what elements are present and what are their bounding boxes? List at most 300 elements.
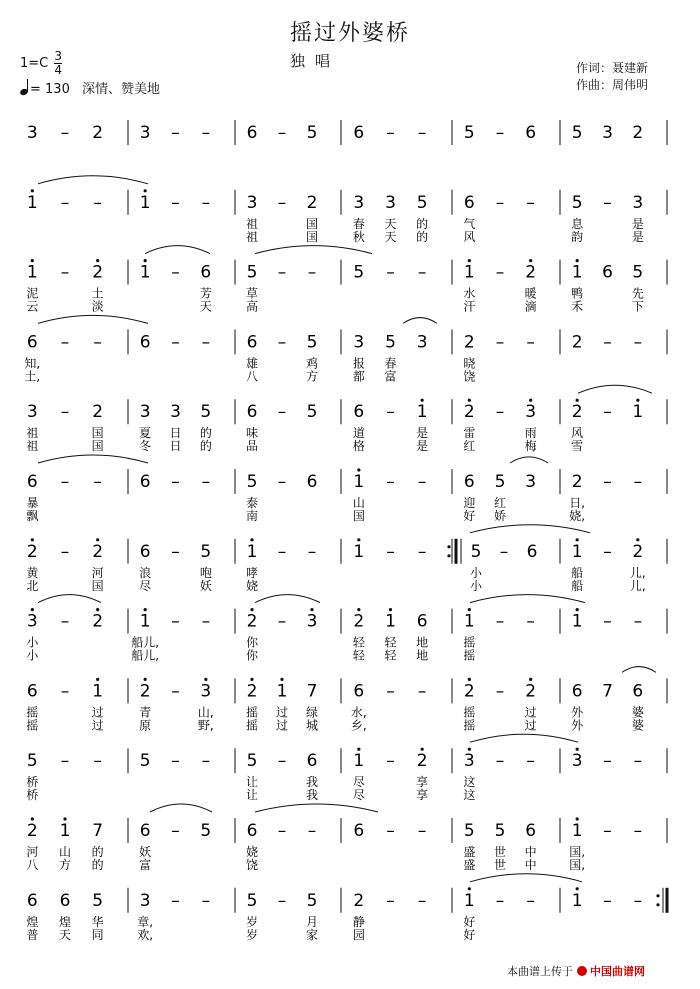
octave-dot — [576, 817, 579, 820]
lyric: 儿, — [629, 578, 646, 593]
dash: – — [277, 611, 287, 632]
lyric: 青 — [139, 705, 152, 720]
note: 6 — [246, 821, 258, 841]
dash: – — [417, 472, 427, 492]
lyric: 祖 — [245, 216, 259, 231]
lyric: 妖 — [139, 845, 152, 859]
note: 1 — [59, 821, 71, 841]
lyric: 富 — [384, 369, 397, 384]
note: 2 — [632, 123, 644, 143]
dash: – — [417, 541, 427, 562]
note: 6 — [139, 472, 151, 492]
octave-dot — [96, 678, 99, 681]
lyric: 船儿, — [131, 635, 160, 650]
note: 6 — [571, 681, 583, 702]
lyric: 红 — [493, 496, 507, 510]
note: 2 — [571, 402, 583, 423]
dash: – — [201, 332, 211, 353]
note: 5 — [463, 123, 475, 143]
octave-dot — [250, 608, 253, 611]
lyric: 雨 — [524, 426, 537, 441]
dash: – — [60, 123, 70, 143]
octave-dot — [96, 259, 99, 262]
note: 5 — [306, 890, 318, 911]
lyric: 煌 — [26, 914, 39, 929]
dash: – — [386, 890, 395, 911]
dash: – — [633, 821, 643, 841]
slur — [38, 176, 148, 184]
dash: – — [277, 123, 287, 143]
lyric: 外 — [571, 705, 584, 720]
note: 3 — [246, 192, 258, 213]
note: 5 — [200, 821, 212, 841]
lyric: 是 — [631, 229, 644, 244]
lyric: 祖 — [26, 426, 39, 441]
lyric: 我 — [305, 788, 319, 803]
note: 7 — [92, 821, 104, 841]
note: 1 — [353, 541, 365, 562]
note: 1 — [571, 821, 583, 841]
lyric: 富 — [139, 858, 152, 872]
dash: – — [495, 751, 505, 772]
dash: – — [526, 890, 535, 911]
note: 3 — [571, 751, 583, 772]
note: 1 — [139, 192, 151, 213]
slur — [255, 246, 372, 254]
lyric: 是 — [416, 439, 429, 454]
lyric: 岁 — [245, 914, 259, 929]
lyric: 北 — [26, 578, 39, 593]
octave-dot — [468, 748, 471, 751]
lyric: 暖 — [524, 286, 537, 301]
lyric: 禾 — [571, 299, 584, 314]
note: 6 — [463, 472, 475, 492]
dash: – — [603, 821, 612, 841]
dash: – — [633, 332, 643, 353]
note: 6 — [526, 541, 538, 562]
lyric: 气 — [463, 216, 476, 231]
lyric: 秋 — [352, 229, 365, 244]
note: 1 — [139, 611, 151, 632]
octave-dot — [468, 678, 471, 681]
lyric: 的 — [416, 216, 429, 231]
lyric: 云 — [26, 299, 39, 314]
dash: – — [307, 262, 317, 283]
repeat-dot — [447, 545, 450, 548]
dash: – — [60, 332, 70, 353]
note: 3 — [139, 890, 151, 911]
lyric: 妖 — [199, 578, 212, 593]
dash: – — [277, 472, 287, 492]
octave-dot — [96, 538, 99, 541]
lyric: 娆 — [245, 578, 259, 593]
dash: – — [495, 262, 505, 283]
note: 2 — [525, 262, 537, 283]
note: 7 — [602, 681, 613, 702]
note: 1 — [92, 681, 104, 702]
lyric: 雄 — [245, 356, 259, 371]
lyric: 品 — [245, 439, 259, 454]
note: 2 — [463, 402, 475, 423]
lyric: 岁 — [245, 927, 259, 942]
note: 6 — [26, 890, 38, 911]
note: 1 — [26, 192, 38, 213]
note: 2 — [92, 262, 104, 283]
lyric: 尽 — [352, 788, 365, 803]
lyric: 摇 — [463, 635, 476, 650]
slur — [470, 874, 582, 882]
repeat-dot — [447, 554, 450, 557]
note: 2 — [353, 611, 365, 632]
lyric: 静 — [352, 914, 365, 929]
lyric: 轻 — [384, 635, 397, 650]
note: 5 — [494, 472, 506, 492]
lyric: 娆 — [245, 845, 259, 859]
lyric: 鸡 — [305, 356, 319, 371]
lyric: 国 — [305, 229, 319, 244]
octave-dot — [576, 887, 579, 890]
note: 1 — [385, 611, 396, 632]
lyric: 摇 — [245, 705, 259, 720]
lyric: 浪 — [139, 565, 152, 580]
octave-dot — [357, 538, 360, 541]
octave-dot — [468, 608, 471, 611]
lyric: 雷 — [463, 426, 476, 441]
lyric: 摇 — [26, 705, 39, 720]
note: 3 — [306, 611, 318, 632]
slur — [150, 804, 212, 812]
dash: – — [171, 332, 180, 353]
dash: – — [60, 262, 70, 283]
lyric: 尽 — [352, 775, 365, 790]
lyric: 地 — [416, 635, 429, 650]
note: 3 — [353, 332, 365, 353]
lyric: 下 — [631, 299, 644, 314]
note: 2 — [139, 681, 151, 702]
dash: – — [386, 472, 395, 492]
lyric: 红 — [463, 439, 476, 454]
dash: – — [386, 751, 395, 772]
lyric: 国 — [305, 216, 319, 231]
note: 6 — [632, 681, 644, 702]
lyric: 园 — [352, 927, 365, 942]
note: 6 — [139, 821, 151, 841]
dash: – — [201, 192, 211, 213]
note: 1 — [246, 541, 258, 562]
note: 5 — [246, 890, 258, 911]
lyric: 摇 — [245, 718, 259, 733]
dash: – — [417, 123, 427, 143]
lyric: 国 — [91, 439, 104, 454]
octave-dot — [357, 748, 360, 751]
lyric: 鸭 — [571, 286, 584, 301]
dash: – — [201, 751, 211, 772]
slur — [38, 315, 148, 323]
note: 3 — [26, 123, 38, 143]
octave-dot — [144, 608, 147, 611]
octave-dot — [144, 189, 147, 192]
note: 5 — [246, 262, 258, 283]
lyric: 天 — [384, 229, 397, 244]
lyric: 汗 — [463, 299, 476, 314]
note: 3 — [416, 332, 428, 353]
slur — [38, 595, 101, 603]
lyric: 小 — [469, 565, 483, 580]
lyric: 芳 — [199, 286, 212, 301]
octave-dot — [357, 468, 360, 471]
note: 6 — [26, 332, 38, 353]
lyric: 煌 — [58, 914, 72, 929]
dash: – — [307, 821, 317, 841]
note: 6 — [353, 681, 365, 702]
dash: – — [603, 402, 612, 423]
lyric: 咆 — [199, 565, 212, 580]
lyric: 飘 — [26, 509, 39, 523]
lyric: 的 — [91, 845, 104, 859]
dash: – — [277, 890, 287, 911]
octave-dot — [576, 538, 579, 541]
note: 3 — [602, 123, 613, 143]
note: 6 — [200, 262, 212, 283]
lyric: 饶 — [463, 369, 476, 384]
lyric: 先 — [631, 286, 644, 301]
lyric: 都 — [352, 369, 365, 384]
lyric: 普 — [26, 927, 39, 942]
lyric: 春 — [352, 216, 365, 231]
note: 5 — [26, 751, 38, 772]
dash: – — [386, 821, 395, 841]
dash: – — [386, 681, 395, 702]
note: 5 — [494, 821, 506, 841]
note: 3 — [385, 192, 396, 213]
octave-dot — [31, 259, 34, 262]
lyric: 摇 — [463, 718, 476, 733]
note: 5 — [200, 402, 212, 423]
dash: – — [386, 123, 395, 143]
note: 2 — [463, 681, 475, 702]
octave-dot — [421, 748, 424, 751]
lyric: 日, — [569, 496, 586, 510]
dash: – — [201, 611, 211, 632]
lyric: 知, — [24, 356, 41, 371]
dash: – — [171, 751, 180, 772]
note: 5 — [306, 332, 318, 353]
lyric: 桥 — [26, 775, 39, 790]
lyric: 船 — [571, 565, 584, 580]
dash: – — [60, 192, 70, 213]
note: 2 — [525, 681, 537, 702]
lyric: 的 — [91, 858, 104, 872]
dash: – — [633, 751, 643, 772]
tempo-value: = 130 — [30, 82, 70, 97]
dash: – — [495, 890, 505, 911]
lyric: 是 — [416, 426, 429, 441]
lyric: 小 — [469, 578, 483, 593]
dash: – — [499, 541, 509, 562]
lyric: 风 — [463, 229, 476, 244]
lyric: 欢, — [137, 927, 154, 942]
lyric: 报 — [352, 356, 365, 371]
note: 2 — [632, 541, 644, 562]
dash: – — [277, 821, 287, 841]
lyric: 轻 — [384, 648, 397, 663]
lyric: 祖 — [26, 439, 39, 454]
lyric: 泰 — [245, 496, 259, 510]
note: 5 — [246, 751, 258, 772]
lyric: 尽 — [139, 578, 152, 593]
lyric: 梅 — [524, 439, 537, 454]
lyric: 是 — [631, 216, 644, 231]
lyric: 绿 — [305, 705, 319, 720]
lyric: 娇 — [493, 509, 507, 523]
lyric: 让 — [245, 775, 259, 790]
octave-dot — [144, 678, 147, 681]
lyric: 地 — [416, 648, 429, 663]
dash: – — [386, 262, 395, 283]
note: 6 — [525, 123, 537, 143]
note: 1 — [463, 890, 475, 911]
lyric: 泥 — [26, 286, 39, 301]
lyric: 国 — [352, 509, 365, 523]
dash: – — [277, 402, 287, 423]
octave-dot — [636, 538, 639, 541]
note: 3 — [525, 402, 537, 423]
lyric: 摇 — [463, 648, 476, 663]
slur — [403, 318, 437, 324]
octave-dot — [96, 608, 99, 611]
site-logo-icon — [577, 966, 587, 976]
lyric: 的 — [199, 439, 212, 454]
dash: – — [526, 192, 535, 213]
lyric: 黄 — [26, 565, 39, 580]
lyric: 土 — [91, 286, 104, 301]
dash: – — [93, 332, 102, 353]
octave-dot — [529, 259, 532, 262]
octave-dot — [468, 259, 471, 262]
lyric: 暴 — [26, 496, 39, 510]
note: 2 — [92, 541, 104, 562]
lyric: 中 — [524, 845, 537, 859]
lyric: 让 — [245, 788, 259, 803]
note: 1 — [571, 541, 583, 562]
note: 2 — [92, 402, 104, 423]
dash: – — [277, 262, 287, 283]
lyric: 轻 — [352, 635, 365, 650]
note: 3 — [353, 192, 365, 213]
dash: – — [171, 541, 180, 562]
lyric: 国 — [91, 426, 104, 441]
octave-dot — [468, 887, 471, 890]
lyric: 摇 — [26, 718, 39, 733]
lyric: 国, — [569, 845, 586, 859]
dash: – — [171, 192, 180, 213]
dash: – — [201, 472, 211, 492]
octave-dot — [280, 678, 283, 681]
lyric: 高 — [245, 299, 259, 314]
lyric: 山 — [58, 845, 72, 859]
lyric: 日 — [169, 439, 182, 454]
dash: – — [93, 192, 102, 213]
lyric: 八 — [26, 858, 39, 872]
note: 2 — [571, 472, 583, 492]
note: 3 — [525, 472, 537, 492]
dash: – — [171, 681, 180, 702]
octave-dot — [310, 608, 313, 611]
dash: – — [417, 890, 427, 911]
note: 5 — [139, 751, 151, 772]
dash: – — [417, 262, 427, 283]
lyric: 小 — [26, 648, 39, 663]
lyric: 天 — [384, 216, 397, 231]
note: 6 — [463, 192, 475, 213]
lyric: 味 — [245, 426, 259, 441]
dash: – — [171, 262, 180, 283]
lyric: 好 — [463, 927, 476, 942]
octave-dot — [31, 608, 34, 611]
lyric: 祖 — [245, 229, 259, 244]
time-signature-top: 3 — [54, 49, 63, 63]
lyric: 土, — [24, 369, 41, 384]
lyric: 享 — [416, 775, 429, 790]
note: 3 — [463, 751, 475, 772]
note: 5 — [470, 541, 482, 562]
octave-dot — [421, 399, 424, 402]
lyric: 滴 — [524, 299, 537, 314]
note: 1 — [571, 890, 583, 911]
dash: – — [386, 541, 395, 562]
lyric: 冬 — [139, 439, 152, 454]
lyric: 道 — [352, 426, 365, 441]
lyric: 过 — [91, 718, 104, 733]
slur — [510, 457, 548, 463]
note: 5 — [92, 890, 104, 911]
dash: – — [603, 751, 612, 772]
lyric: 章, — [137, 914, 154, 929]
note: 2 — [92, 611, 104, 632]
lyric: 夏 — [139, 426, 152, 441]
note: 5 — [463, 821, 475, 841]
note: 5 — [200, 541, 212, 562]
lyric: 南 — [245, 509, 259, 523]
key-label: 1=C — [20, 56, 49, 71]
dash: – — [60, 751, 70, 772]
slur — [622, 667, 656, 673]
octave-dot — [31, 538, 34, 541]
lyric: 方 — [58, 858, 72, 872]
note: 6 — [26, 681, 38, 702]
octave-dot — [204, 678, 207, 681]
lyric: 儿, — [629, 565, 646, 580]
octave-dot — [636, 399, 639, 402]
dash: – — [495, 332, 505, 353]
lyric: 方 — [305, 369, 319, 384]
performance-type: 独唱 — [290, 52, 341, 70]
note: 2 — [92, 123, 104, 143]
lyric: 船 — [571, 578, 584, 593]
note: 2 — [416, 751, 428, 772]
lyricist: 作词：聂建新 — [576, 61, 649, 75]
octave-dot — [389, 608, 392, 611]
dash: – — [171, 611, 180, 632]
lyric: 息 — [571, 216, 584, 231]
lyric: 雪 — [571, 439, 584, 454]
note: 2 — [571, 332, 583, 353]
footer — [507, 963, 645, 979]
lyric: 过 — [275, 705, 289, 720]
octave-dot — [357, 608, 360, 611]
note: 1 — [353, 472, 365, 492]
lyric: 好 — [463, 914, 476, 929]
